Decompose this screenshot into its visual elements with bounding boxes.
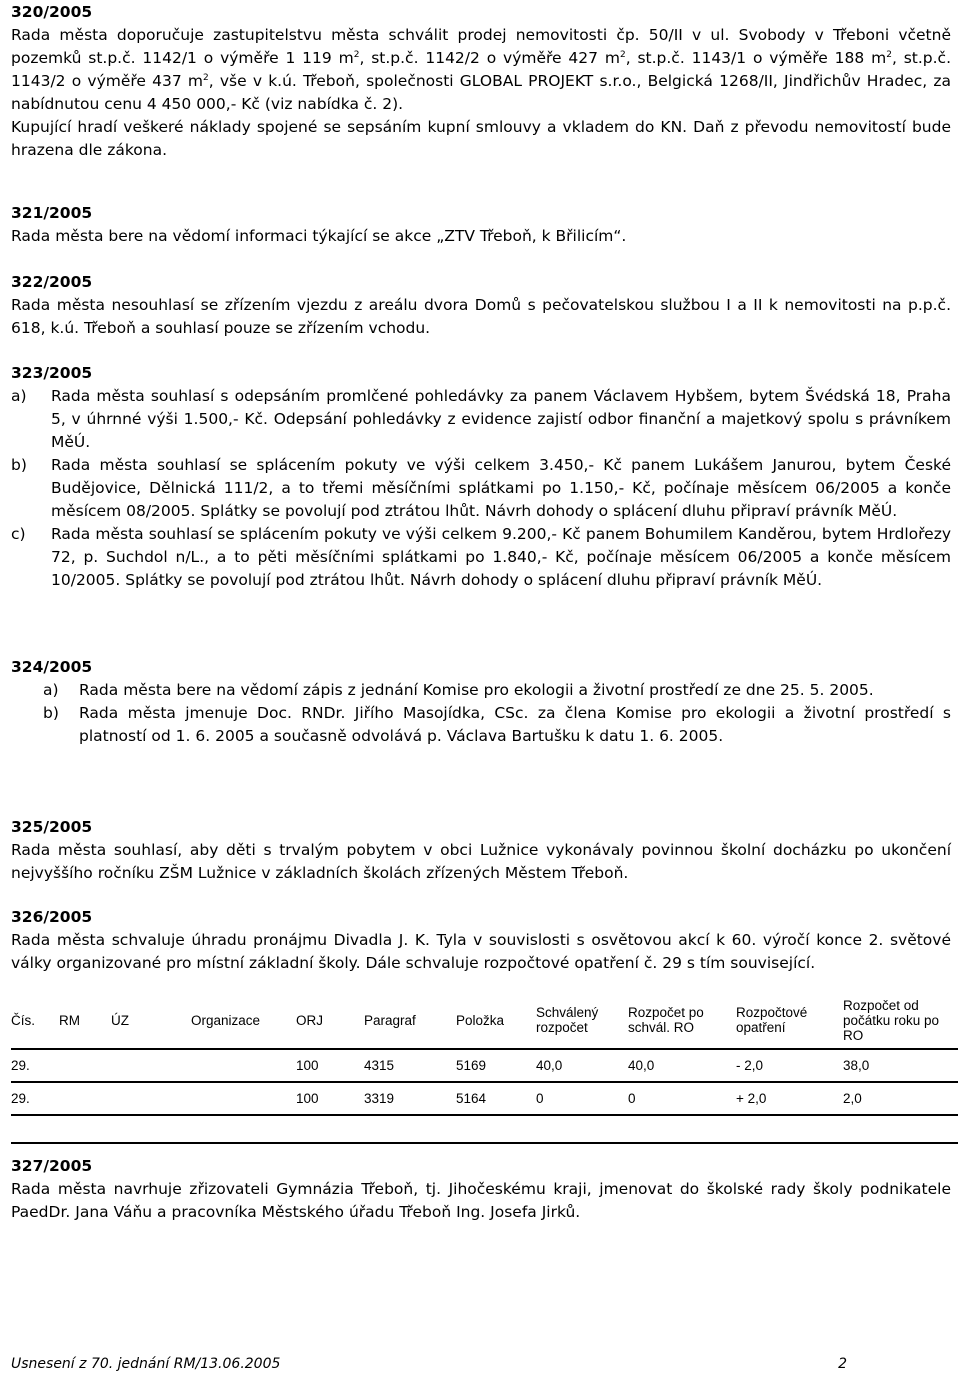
table-header-cell: Rozpočtové opatření bbox=[736, 1005, 808, 1035]
list-item-c: c) Rada města souhlasí se splácením pokuty ve výši celkem 9.200,- Kč panem Bohumilem Kanděrou, bytem Hrdlořezy 72, p. Suchdol n/L., a to pěti měsíčními splátkami po 1.840,- Kč, počínaje měsícem 06/2005 a konče měsícem 10/2005. Splátky se povolují pod ztrátou lhůt. Návrh dohody o splácení dluhu připraví právník MěÚ. bbox=[11, 525, 951, 589]
table-cell bbox=[191, 1082, 296, 1115]
table-cell: 5169 bbox=[456, 1049, 536, 1082]
resolution-number: 321/2005 bbox=[11, 204, 93, 222]
table-row bbox=[11, 1049, 958, 1082]
table-cell: 0 bbox=[536, 1082, 628, 1115]
resolution-321 bbox=[11, 202, 626, 248]
page-number: 2 bbox=[838, 1356, 847, 1372]
resolution-text-2: Kupující hradí veškeré náklady spojené se sepsáním kupní smlouvy a vkladem do KN. Daň z převodu nemovitostí bude hrazena dle zákona. bbox=[11, 118, 951, 159]
table-cell bbox=[111, 1049, 191, 1082]
table-cell: 0 bbox=[628, 1082, 736, 1115]
table-header-cell: Schválený rozpočet bbox=[536, 1005, 599, 1035]
table-cell: 4315 bbox=[364, 1049, 456, 1082]
table-header-row bbox=[11, 992, 958, 1049]
table-header-cell: Rozpočet od počátku roku po RO bbox=[843, 997, 940, 1043]
table-header-cell: Čís. bbox=[11, 1012, 36, 1028]
list-item-b: b) Rada města souhlasí se splácením pokuty ve výši celkem 3.450,- Kč panem Lukášem Janurou, bytem České Budějovice, Dělnická 111/2, a to třemi měsíčními splátkami po 1.150,- Kč, počínaje měsícem 06/2005 a konče měsícem 08/2005. Splátky se povolují pod ztrátou lhůt. Návrh dohody o splácení dluhu připraví právník MěÚ. bbox=[11, 456, 951, 520]
resolution-number: 326/2005 bbox=[11, 908, 93, 926]
table-cell: 38,0 bbox=[843, 1049, 958, 1082]
table-cell bbox=[191, 1049, 296, 1082]
table-cell: 40,0 bbox=[536, 1049, 628, 1082]
resolution-number: 320/2005 bbox=[11, 3, 93, 21]
table-cell: + 2,0 bbox=[736, 1082, 843, 1115]
resolution-text: Rada města navrhuje zřizovateli Gymnázia Třeboň, tj. Jihočeskému kraji, jmenovat do školské rady školy podnikatele PaedDr. Jana Váňu a pracovníka Městského úřadu Třeboň Ing. Josefa Jirků. bbox=[11, 1180, 951, 1221]
table-cell: 2,0 bbox=[843, 1082, 958, 1115]
table-cell: 40,0 bbox=[628, 1049, 736, 1082]
table-cell: 3319 bbox=[364, 1082, 456, 1115]
table-header-cell: ORJ bbox=[296, 1012, 323, 1028]
resolution-322 bbox=[11, 271, 951, 340]
resolution-323 bbox=[11, 362, 951, 592]
table-header-cell: Organizace bbox=[191, 1012, 261, 1028]
resolution-number: 323/2005 bbox=[11, 364, 93, 382]
list-item-a: a) Rada města souhlasí s odepsáním promlčené pohledávky za panem Václavem Hybšem, bytem Švédská 18, Praha 5, v úhrnné výši 1.500,- Kč. Odepsání pohledávky z evidence zajistí odbor finanční a majetkový spolu s právníkem MěÚ. bbox=[11, 387, 951, 451]
resolution-text: Rada města schvaluje úhradu pronájmu Divadla J. K. Tyla v souvislosti s osvětovou akcí k 60. výročí konce 2. světové války organizované pro místní základní školy. Dále schvaluje rozpočtové opatření č. 29 s tím související. bbox=[11, 931, 951, 972]
table-cell bbox=[59, 1082, 111, 1115]
page-footer bbox=[11, 1356, 847, 1372]
table-header-cell: Paragraf bbox=[364, 1012, 416, 1028]
table-cell: 29. bbox=[11, 1082, 59, 1115]
resolution-number: 327/2005 bbox=[11, 1157, 93, 1175]
resolution-text: Rada města nesouhlasí se zřízením vjezdu z areálu dvora Domů s pečovatelskou službou I a II k nemovitosti na p.p.č. 618, k.ú. Třeboň a souhlasí pouze se zřízením vchodu. bbox=[11, 296, 951, 337]
table-cell: - 2,0 bbox=[736, 1049, 843, 1082]
footer-title: Usnesení z 70. jednání RM/13.06.2005 bbox=[11, 1356, 281, 1372]
table-cell: 100 bbox=[296, 1049, 364, 1082]
resolution-324 bbox=[11, 656, 951, 748]
table-header-cell: Rozpočet po schvál. RO bbox=[628, 1005, 704, 1035]
list-item-b: b) Rada města jmenuje Doc. RNDr. Jiřího Masojídka, CSc. za člena Komise pro ekologii a životní prostředí s platností od 1. 6. 2005 a současně odvolává p. Václava Bartušku k datu 1. 6. 2005. bbox=[43, 704, 951, 745]
table-header-cell: RM bbox=[59, 1012, 80, 1028]
table-header-cell: Položka bbox=[456, 1012, 505, 1028]
table-cell: 5164 bbox=[456, 1082, 536, 1115]
table-cell bbox=[111, 1082, 191, 1115]
resolution-text: Rada města souhlasí, aby děti s trvalým pobytem v obci Lužnice vykonávaly povinnou školní docházku po ukončení nejvyššího ročníku ZŠM Lužnice v základních školách zřízených Městem Třeboň. bbox=[11, 841, 951, 882]
resolution-text: Rada města bere na vědomí informaci týkající se akce „ZTV Třeboň, k Břilicím“. bbox=[11, 227, 627, 245]
table-cell: 29. bbox=[11, 1049, 59, 1082]
resolution-325 bbox=[11, 816, 951, 885]
resolution-number: 324/2005 bbox=[11, 658, 93, 676]
resolution-number: 322/2005 bbox=[11, 273, 93, 291]
table-cell: 100 bbox=[296, 1082, 364, 1115]
budget-table bbox=[11, 992, 958, 1144]
table-empty-row bbox=[11, 1115, 958, 1143]
table-row bbox=[11, 1082, 958, 1115]
resolution-327 bbox=[11, 1155, 951, 1224]
resolution-326 bbox=[11, 906, 951, 975]
table-cell bbox=[59, 1049, 111, 1082]
list-item-a: a) Rada města bere na vědomí zápis z jednání Komise pro ekologii a životní prostředí ze dne 25. 5. 2005. bbox=[43, 681, 874, 699]
table-header-cell: ÚZ bbox=[111, 1012, 129, 1028]
resolution-320 bbox=[11, 1, 951, 162]
resolution-text: Rada města doporučuje zastupitelstvu města schválit prodej nemovitosti čp. 50/II v ul. Svobody v Třeboni včetně pozemků st.p.č. 1142/1 o výměře 1 119 $m^2$, st.p.č. 1142/2 o výměře 427 $m^2$, st.p.č. 1143/1 o výměře 188 $m^2$, st.p.č. 1143/2 o výměře 437 $m^2$, vše v k.ú. Třeboň, společnosti GLOBAL PROJEKT s.r.o., Belgická 1268/II, Jindřichův Hradec, za nabídnutou cenu 4 450 000,- Kč (viz nabídka č. 2). bbox=[11, 26, 951, 113]
resolution-number: 325/2005 bbox=[11, 818, 93, 836]
